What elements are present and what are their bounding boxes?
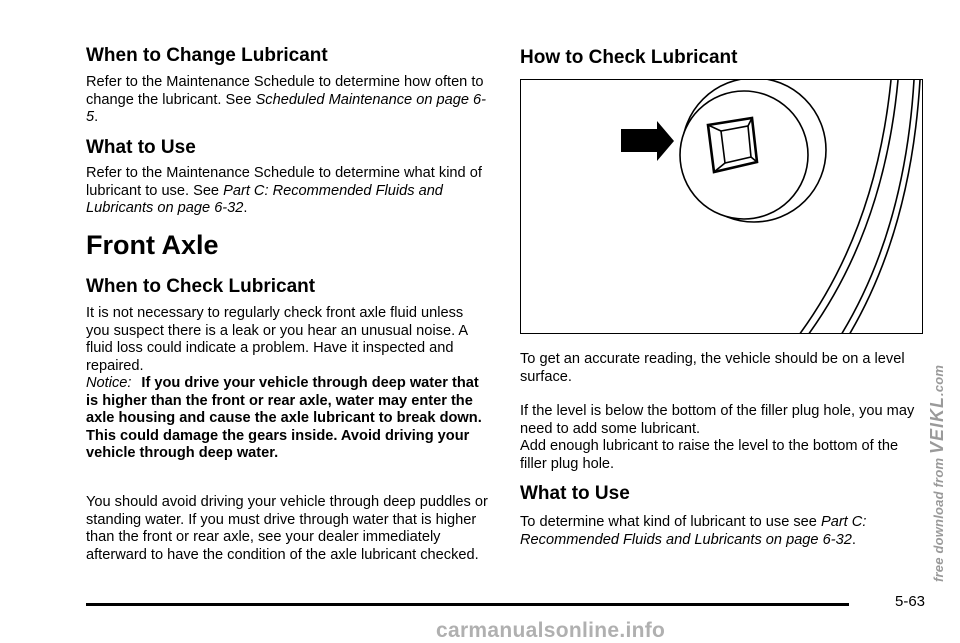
paragraph-add-lubricant: Add enough lubricant to raise the level to the bottom of the filler plug hole. — [520, 438, 899, 472]
heading-what-to-use-right: What to Use — [520, 483, 630, 504]
heading-when-to-check-lubricant: When to Check Lubricant — [86, 276, 316, 297]
change-text: Refer to the Maintenance Schedule to determine how often to change the lubricant. See — [86, 74, 484, 108]
paragraph-level-below: If the level is below the bottom of the filler plug hole, you may need to add some lubricant. — [520, 403, 915, 437]
page-number: 5-63 — [895, 593, 926, 610]
use-end-right: . — [851, 531, 856, 548]
link-recommended-fluids-right[interactable]: Part C: Recommended Fluids and Lubricants on page 6-32 — [520, 514, 867, 548]
notice-text: If you drive your vehicle through deep water that is higher than the front or rear axle, water may enter the axle housing and cause the axle lubricant to break down. This could damage the gears inside. Avoid driving your vehicle through deep water. — [86, 375, 482, 462]
section-title-front-axle: Front Axle — [86, 230, 219, 260]
watermark-brand: VEIKL — [927, 395, 947, 454]
side-watermark — [927, 322, 951, 582]
notice-paragraph — [86, 375, 490, 463]
change-end: . — [94, 109, 99, 126]
watermark-prefix: free download from — [931, 453, 946, 582]
filler-plug-illustration — [520, 79, 923, 334]
use-text: Refer to the Maintenance Schedule to determine what kind of lubricant to use. See — [86, 165, 482, 199]
link-scheduled-maintenance[interactable]: Scheduled Maintenance on page 6-5 — [86, 91, 487, 126]
watermark-suffix: .com — [931, 364, 946, 396]
use-text-right: To determine what kind of lubricant to use see — [520, 514, 821, 530]
right-arrow-icon — [621, 121, 674, 161]
paragraph-avoid-deep-water: You should avoid driving your vehicle through deep puddles or standing water. If you must drive through water that is higher than the front or rear axle, see your dealer immediately afterward to have the condition of the axle lubricant checked. — [86, 494, 488, 563]
link-recommended-fluids[interactable]: Part C: Recommended Fluids and Lubricants on page 6-32 — [86, 182, 443, 217]
heading-what-to-use: What to Use — [86, 137, 196, 158]
heading-how-to-check-lubricant: How to Check Lubricant — [520, 47, 738, 68]
square-plug-icon — [708, 118, 757, 172]
heading-when-to-change-lubricant: When to Change Lubricant — [86, 45, 328, 66]
paragraph-what-to-use-right — [520, 514, 925, 549]
paragraph-check-lubricant: It is not necessary to regularly check front axle fluid unless you suspect there is a leak or you hear an unusual noise. A fluid loss could indicate a problem. Have it inspected and repaired. — [86, 305, 468, 374]
paragraph-what-to-use — [86, 165, 490, 218]
bottom-watermark: carmanualsonline.info — [436, 619, 666, 642]
paragraph-accurate-reading: To get an accurate reading, the vehicle should be on a level surface. — [520, 351, 905, 385]
use-end: . — [243, 200, 248, 217]
filler-plug-drawing — [521, 80, 923, 334]
notice-label: Notice: — [86, 375, 132, 391]
footer-rule — [86, 603, 849, 606]
paragraph-change-lubricant — [86, 74, 490, 127]
